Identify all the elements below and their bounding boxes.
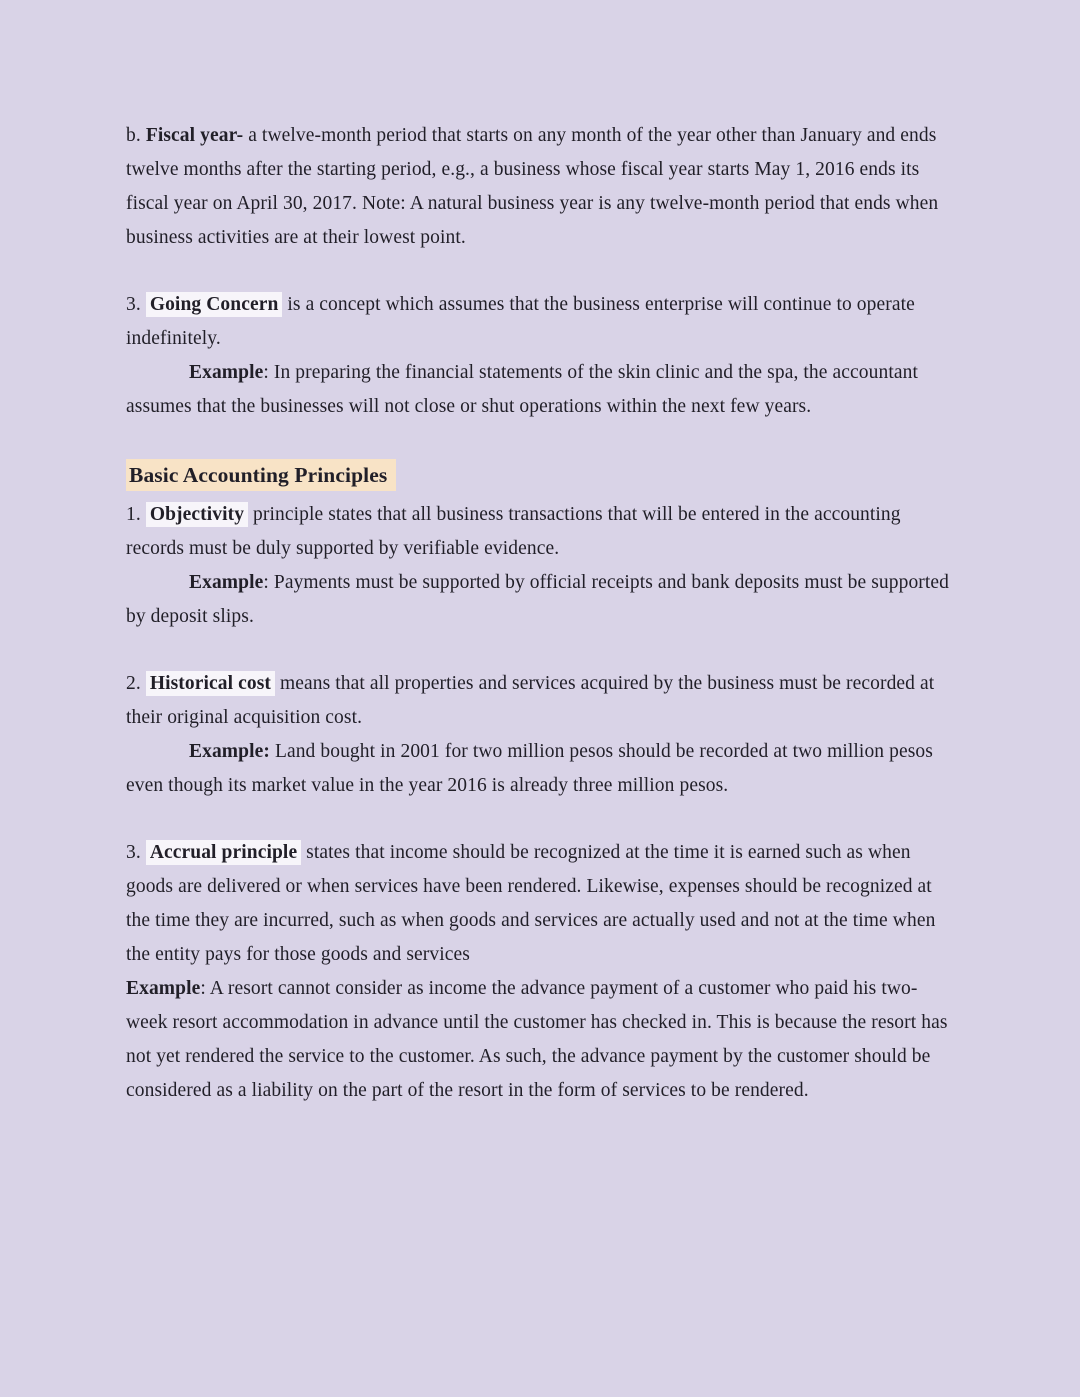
section-going-concern [126,288,954,424]
accrual-example-text: : A resort cannot consider as income the advance payment of a customer who paid his two-week resort accommodation in advance until the customer has checked in. This is because the resort has not yet rendered the service to the customer. As such, the advance payment by the customer should be considered as a liability on the part of the resort in the form of services to be rendered. [126,978,948,1101]
list-marker-3: 3. [126,294,146,315]
term-fiscal-year: Fiscal year- [145,125,244,146]
accrual-text: states that income should be recognized at the time it is earned such as when goods are delivered or when services have been rendered. Likewise, expenses should be recognized at the time they are incurred, such as when goods and services are actually used and not at the time when the entity pays for those goods and services [126,842,936,965]
going-concern-example-text: : In preparing the financial statements of the skin clinic and the spa, the accountant assumes that the businesses will not close or shut operations within the next few years. [126,362,918,417]
section-accrual [126,836,954,1108]
example-label: Example [189,362,264,383]
term-objectivity: Objectivity [146,502,248,527]
paragraph-historical-cost [126,667,954,735]
paragraph-going-concern-example [126,356,954,424]
fiscal-year-text: a twelve-month period that starts on any month of the year other than January and ends twelve months after the starting period, e.g., a business whose fiscal year starts May 1, 2016 ends its fiscal year on April 30, 2017. Note: A natural business year is any twelve-month period that ends when business activities are at their lowest point. [126,125,939,248]
going-concern-text: is a concept which assumes that the business enterprise will continue to operate indefinitely. [126,294,915,349]
term-historical-cost: Historical cost [146,671,275,696]
objectivity-text: principle states that all business transactions that will be entered in the accounting records must be duly supported by verifiable evidence. [126,504,901,559]
section-objectivity [126,498,954,634]
list-marker-3b: 3. [126,842,146,863]
list-marker-b: b. [126,125,146,146]
historical-cost-text: means that all properties and services acquired by the business must be recorded at their original acquisition cost. [126,673,935,728]
list-marker-1: 1. [126,504,146,525]
example-label: Example: [189,741,270,762]
example-label: Example [126,978,201,999]
section-fiscal-year [126,119,954,255]
list-marker-2: 2. [126,673,146,694]
paragraph-objectivity-example [126,566,954,634]
historical-cost-example-text: Land bought in 2001 for two million pesos should be recorded at two million pesos even though its market value in the year 2016 is already three million pesos. [126,741,933,796]
paragraph-accrual-example [126,972,954,1108]
section-heading [126,457,954,493]
paragraph-going-concern [126,288,954,356]
section-historical-cost [126,667,954,803]
paragraph-accrual [126,836,954,972]
objectivity-example-text: : Payments must be supported by official receipts and bank deposits must be supported by deposit slips. [126,572,950,627]
term-going-concern: Going Concern [146,292,283,317]
paragraph-objectivity [126,498,954,566]
term-accrual-principle: Accrual principle [146,840,301,865]
example-label: Example [189,572,264,593]
paragraph-fiscal-year [126,119,954,255]
section-heading-text: Basic Accounting Principles [126,459,396,491]
paragraph-historical-cost-example [126,735,954,803]
